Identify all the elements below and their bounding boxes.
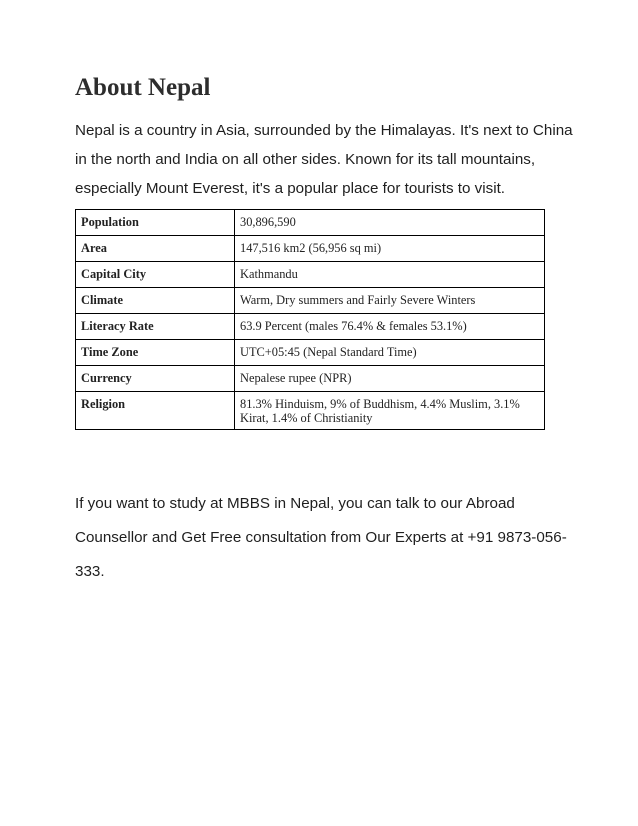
table-row [76,210,545,236]
table-row [76,314,545,340]
nepal-facts-table [75,209,545,430]
fact-value: Nepalese rupee (NPR) [235,366,545,392]
fact-value: 30,896,590 [235,210,545,236]
intro-paragraph: Nepal is a country in Asia, surrounded by the Himalayas. It's next to China in the north and India on all other sides. Known for its tall mountains, especially Mount Everest, it's a popular place for tourists to visit. [75,122,573,197]
table-row [76,340,545,366]
table-row [76,262,545,288]
table-row [76,236,545,262]
fact-key: Currency [76,366,235,392]
fact-key: Religion [76,392,235,430]
fact-key: Area [76,236,235,262]
fact-value: 63.9 Percent (males 76.4% & females 53.1%) [235,314,545,340]
table-row [76,366,545,392]
fact-value: Warm, Dry summers and Fairly Severe Winters [235,288,545,314]
cta-paragraph: If you want to study at MBBS in Nepal, you can talk to our Abroad Counsellor and Get Free consultation from Our Experts at +91 9873-056-333. [75,495,567,580]
page-title: About Nepal [75,74,211,101]
fact-key: Time Zone [76,340,235,366]
fact-key: Climate [76,288,235,314]
table-row [76,392,545,430]
fact-value: 147,516 km2 (56,956 sq mi) [235,236,545,262]
fact-key: Population [76,210,235,236]
fact-value: UTC+05:45 (Nepal Standard Time) [235,340,545,366]
table-row [76,288,545,314]
fact-value: 81.3% Hinduism, 9% of Buddhism, 4.4% Muslim, 3.1% Kirat, 1.4% of Christianity [235,392,545,430]
fact-key: Literacy Rate [76,314,235,340]
fact-value: Kathmandu [235,262,545,288]
fact-key: Capital City [76,262,235,288]
